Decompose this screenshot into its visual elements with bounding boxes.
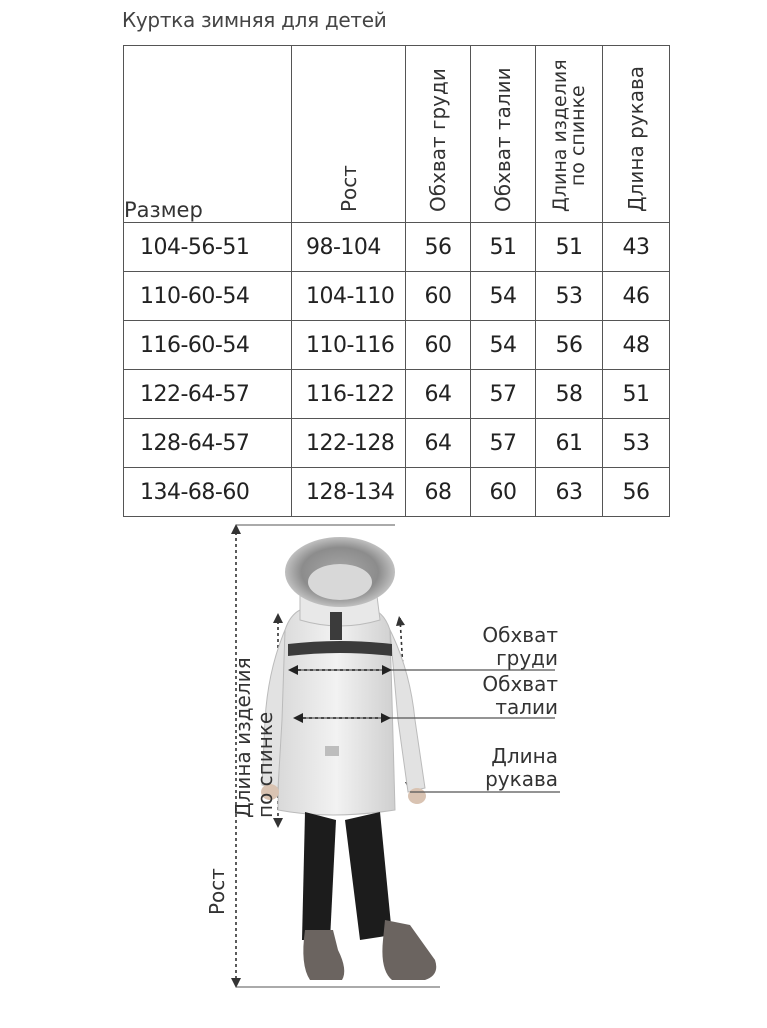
label-waist: Обхват талии: [482, 672, 558, 719]
cell-back-length: 51: [536, 223, 603, 272]
label-sleeve: Длина рукава: [485, 744, 558, 791]
cell-sleeve: 51: [603, 370, 670, 419]
table-row: [124, 223, 670, 272]
header-waist: Обхват талии: [471, 46, 536, 223]
cell-sleeve: 56: [603, 468, 670, 517]
cell-chest: 60: [406, 321, 471, 370]
cell-waist: 60: [471, 468, 536, 517]
measurement-figure: [0, 520, 767, 1024]
cell-waist: 57: [471, 370, 536, 419]
cell-waist: 51: [471, 223, 536, 272]
header-size: Размер: [124, 46, 292, 223]
cell-back-length: 58: [536, 370, 603, 419]
header-sleeve: Длина рукава: [603, 46, 670, 223]
cell-size: 128-64-57: [124, 419, 292, 468]
cell-sleeve: 53: [603, 419, 670, 468]
cell-back-length: 63: [536, 468, 603, 517]
cell-height: 98-104: [292, 223, 406, 272]
cell-back-length: 61: [536, 419, 603, 468]
table-row: [124, 272, 670, 321]
label-height: Рост: [205, 868, 229, 915]
cell-size: 110-60-54: [124, 272, 292, 321]
cell-height: 128-134: [292, 468, 406, 517]
child-jacket-illustration: [0, 520, 767, 1024]
cell-chest: 56: [406, 223, 471, 272]
cell-height: 122-128: [292, 419, 406, 468]
table-header-row: [124, 46, 670, 223]
cell-height: 104-110: [292, 272, 406, 321]
cell-sleeve: 48: [603, 321, 670, 370]
cell-height: 110-116: [292, 321, 406, 370]
cell-chest: 64: [406, 370, 471, 419]
cell-size: 122-64-57: [124, 370, 292, 419]
cell-chest: 68: [406, 468, 471, 517]
cell-waist: 54: [471, 321, 536, 370]
label-chest: Обхват груди: [482, 623, 558, 670]
cell-height: 116-122: [292, 370, 406, 419]
cell-chest: 60: [406, 272, 471, 321]
table-row: [124, 468, 670, 517]
table-row: [124, 419, 670, 468]
page-title: Куртка зимняя для детей: [122, 8, 387, 32]
label-back-length: Длина изделия по спинке: [231, 657, 277, 818]
size-table: [123, 45, 670, 517]
cell-size: 104-56-51: [124, 223, 292, 272]
cell-back-length: 56: [536, 321, 603, 370]
cell-waist: 54: [471, 272, 536, 321]
cell-waist: 57: [471, 419, 536, 468]
cell-back-length: 53: [536, 272, 603, 321]
header-back-length: Длина изделия по спинке: [536, 46, 603, 223]
cell-chest: 64: [406, 419, 471, 468]
cell-sleeve: 46: [603, 272, 670, 321]
table-row: [124, 321, 670, 370]
header-chest: Обхват груди: [406, 46, 471, 223]
cell-sleeve: 43: [603, 223, 670, 272]
cell-size: 116-60-54: [124, 321, 292, 370]
header-height: Рост: [292, 46, 406, 223]
cell-size: 134-68-60: [124, 468, 292, 517]
table-row: [124, 370, 670, 419]
